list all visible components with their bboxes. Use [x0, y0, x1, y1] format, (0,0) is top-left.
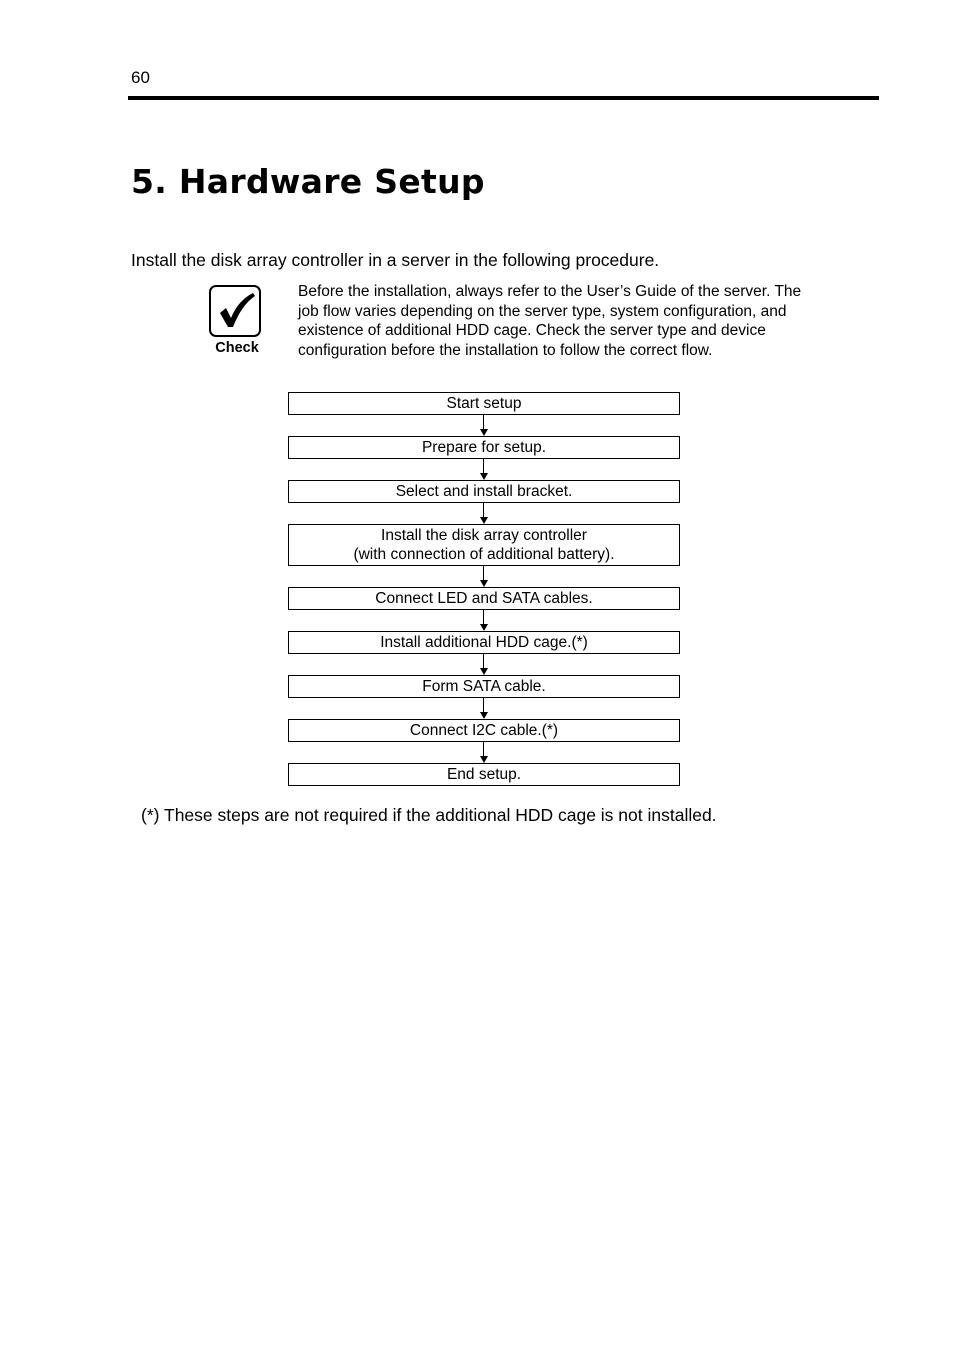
flow-arrow: [288, 654, 680, 675]
flow-arrow: [288, 566, 680, 587]
section-title: 5. Hardware Setup: [131, 162, 485, 201]
flow-step-end: [288, 763, 680, 786]
check-label: Check: [215, 340, 259, 356]
flow-step-label: Start setup: [446, 395, 522, 412]
flow-step-prepare: [288, 436, 680, 459]
flow-step-form-sata: [288, 675, 680, 698]
flow-step-start: [288, 392, 680, 415]
header-rule: [128, 96, 879, 100]
flow-arrow: [288, 610, 680, 631]
footnote: (*) These steps are not required if the additional HDD cage is not installed.: [141, 805, 717, 825]
page-number: 60: [131, 68, 150, 87]
check-mark-icon: [209, 285, 261, 337]
flow-step-label: Form SATA cable.: [422, 678, 546, 695]
flow-arrow: [288, 503, 680, 524]
flow-step-label: Select and install bracket.: [395, 483, 573, 500]
flow-step-label: Connect I2C cable.(*): [409, 722, 559, 739]
check-note-line: Before the installation, always refer to the User’s Guide of the server. The: [298, 283, 802, 300]
check-note-line: configuration before the installation to follow the correct flow.: [298, 341, 713, 359]
intro-paragraph: Install the disk array controller in a server in the following procedure.: [131, 250, 660, 270]
check-note-text: [298, 282, 858, 360]
setup-flowchart: [288, 392, 680, 786]
flow-step-label: Install the disk array controller: [381, 527, 587, 544]
flow-arrow: [288, 415, 680, 436]
flow-arrow: [288, 742, 680, 763]
check-note-line: job flow varies depending on the server type, system configuration, and: [298, 302, 787, 320]
flow-arrow: [288, 459, 680, 480]
flow-step-label: Connect LED and SATA cables.: [375, 590, 593, 607]
check-mark-glyph: [211, 287, 259, 335]
flow-step-install-controller: [288, 524, 680, 566]
flow-step-hdd-cage: [288, 631, 680, 654]
flow-step-label: (with connection of additional battery).: [353, 546, 615, 563]
flow-step-i2c: [288, 719, 680, 742]
flow-step-bracket: [288, 480, 680, 503]
flow-step-label: End setup.: [446, 766, 522, 783]
flow-step-connect-cables: [288, 587, 680, 610]
check-note-line: existence of additional HDD cage. Check the server type and device: [298, 322, 766, 339]
flow-arrow: [288, 698, 680, 719]
flow-step-label: Prepare for setup.: [421, 439, 547, 456]
flow-step-label: Install additional HDD cage.(*): [380, 634, 588, 651]
